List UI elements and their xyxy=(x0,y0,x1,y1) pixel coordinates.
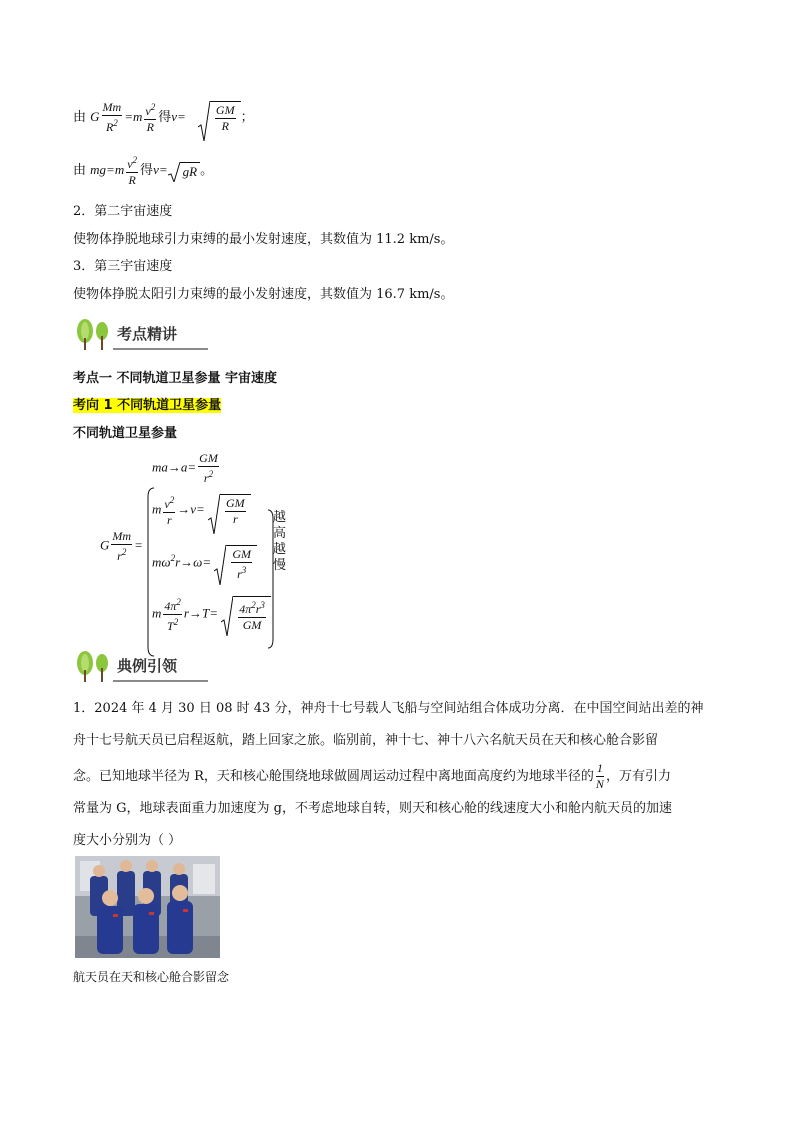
orbit-parameters-formula xyxy=(100,447,300,657)
problem-line: 常量为 G，地球表面重力加速度为 g，不考虑地球自转，则天和核心舱的线速度大小和舱内航天员的加速 xyxy=(73,801,672,816)
formula-row-acceleration: ma→a= $\frac{GM}{r^2}$ xyxy=(152,451,218,485)
sqrt-radical-icon xyxy=(221,596,233,636)
tree-icon xyxy=(73,318,113,350)
problem-line: 念。已知地球半径为 R，天和核心舱围绕地球做圆周运动过程中离地面高度约为地球半径的 $\frac{1}{N}$ ，万有引力 xyxy=(73,761,671,791)
problem-line: 舟十七号航天员已启程返航，踏上回家之旅。临别前，神十七、神十八六名航天员在天和核心舱合影留 xyxy=(73,733,659,748)
sqrt-radical-icon xyxy=(214,545,226,585)
formula2-end: 。 xyxy=(200,163,214,178)
problem-line: 1．2024 年 4 月 30 日 08 时 43 分，神舟十七号载人飞船与空间站组合体成功分离．在中国空间站出差的神 xyxy=(73,701,704,716)
formula2-sqrt: gR xyxy=(168,162,200,180)
formula1-end: ； xyxy=(240,110,254,125)
formula-row-period: m $\frac{4\pi^2}{T^2}$ r→T= $\frac{4\pi^2r^3}{GM}$ xyxy=(152,595,271,634)
sub-title: 不同轨道卫星参量 xyxy=(73,426,178,441)
banner-underline xyxy=(113,680,208,682)
formula2-eq-m: =m xyxy=(106,162,125,177)
formula1-eq-m: =m xyxy=(124,109,143,124)
section2-text: 使物体挣脱地球引力束缚的最小发射速度，其数值为 11.2 km/s。 xyxy=(73,232,454,247)
formula1-den: $R^2$ xyxy=(105,118,118,134)
point-title: 考点一 不同轨道卫星参量 宇宙速度 xyxy=(73,371,278,386)
formula-row-angular-velocity: $m\omega^2r\to\omega=$ $\frac{GM}{r^3}$ xyxy=(152,545,257,582)
section-banner-examples xyxy=(73,650,208,682)
formula1-frac-mm-r2 xyxy=(102,100,123,135)
section2-title: 2．第二宇宙速度 xyxy=(73,204,173,219)
formula1-prefix: 由 xyxy=(73,110,87,125)
formula1-de: 得 xyxy=(158,110,172,125)
problem-text xyxy=(73,693,723,857)
banner-title: 考点精讲 xyxy=(117,325,178,343)
formula1-sqrt: $\frac{GM}{R}$ xyxy=(198,101,241,134)
formula-row-velocity: m $\frac{v^2}{r}$ →v= $\frac{GM}{r}$ xyxy=(152,493,251,528)
astronauts-group-photo xyxy=(75,856,220,958)
side-note-higher-slower: 越 高 越 慢 xyxy=(273,509,287,572)
section-banner-key-points xyxy=(73,318,208,350)
direction-title: 考向 1 不同轨道卫星参量 xyxy=(73,398,222,413)
formula-lhs: G $\frac{Mm}{r^2}$ = xyxy=(100,529,143,563)
formula2-frac-v2-r: $\frac{v^2}{R}$ xyxy=(127,155,138,187)
banner-title: 典例引领 xyxy=(117,657,178,675)
formula2-de: 得 xyxy=(140,163,154,178)
banner-underline xyxy=(113,348,208,350)
formula1-num: Mm xyxy=(102,100,122,114)
tree-icon xyxy=(73,650,113,682)
formula-orbit-velocity-gr xyxy=(73,153,213,188)
sqrt-radical-icon xyxy=(168,162,180,182)
sqrt-radical-icon xyxy=(198,101,210,141)
formula-orbit-velocity-gm xyxy=(73,100,254,135)
formula1-v-eq: v= xyxy=(171,109,186,124)
formula2-v-eq: v= xyxy=(153,162,168,177)
formula1-frac-v2-r: $\frac{v^2}{R}$ xyxy=(145,102,156,134)
formula1-G: G xyxy=(90,109,100,124)
astronauts-photo-image xyxy=(75,856,220,958)
sqrt-radical-icon xyxy=(208,494,220,534)
section3-text: 使物体挣脱太阳引力束缚的最小发射速度，其数值为 16.7 km/s。 xyxy=(73,287,454,302)
section3-title: 3．第三宇宙速度 xyxy=(73,259,173,274)
formula2-mg: mg xyxy=(90,162,107,177)
photo-caption: 航天员在天和核心舱合影留念 xyxy=(73,970,230,984)
problem-line: 度大小分别为（ ） xyxy=(73,833,182,848)
formula2-prefix: 由 xyxy=(73,163,87,178)
